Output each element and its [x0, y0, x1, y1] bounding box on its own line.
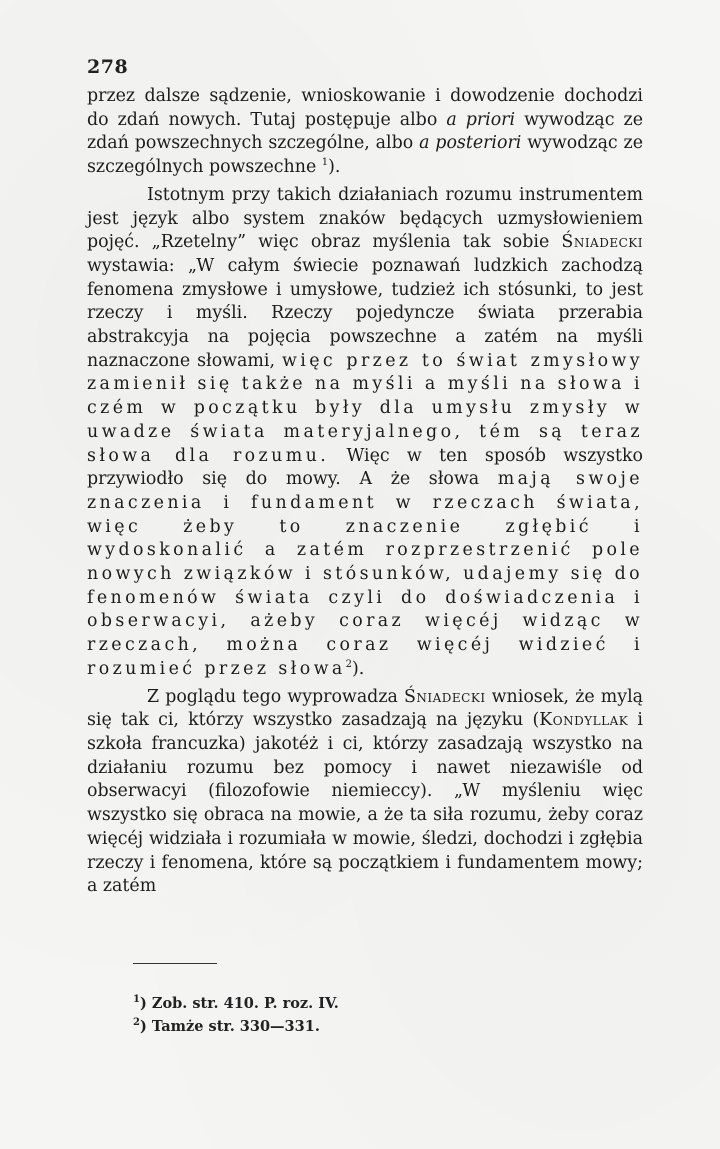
- text-run: ).: [328, 157, 341, 178]
- paragraph-3: [87, 686, 643, 899]
- spaced-text: więc przez to świat zmysłowy zamienił się także na myśli a myśli na słowa i czém w początku były dla umysłu zmysły w uwadze świata materyjalnego, tém są teraz słowa dla rozumu.: [87, 350, 643, 466]
- footnote-2: [133, 1015, 633, 1038]
- text-run: Istotnym przy takich działaniach rozumu instrumentem jest język albo system znaków będących uzmysłowieniem pojęć. „Rzetelny” więc obraz myślenia tak sobie: [87, 184, 643, 253]
- text-run: przez dalsze sądzenie, wnioskowanie i dowodzenie dochodzi do zdań nowych. Tutaj postępuje albo: [87, 86, 643, 130]
- author-name: Kondyllak: [539, 710, 629, 731]
- text-run: i szkoła francuzka) jakotéż i ci, którzy zasadzają wszystko na działaniu rozumu bez pomocy i nawet niezawiśle od obserwacyi (filozofowie niemieccy). „W myśleniu więc wszystko się obraca na mowie, a że ta siła rozumu, żeby coraz więcéj widziała i rozumiała w mowie, śledzi, dochodzi i zgłębia rzeczy i fenomena, które są początkiem i fundamentem mowy; a zatém: [87, 710, 643, 897]
- page-number: 278: [87, 56, 129, 78]
- footnote-mark: 2: [133, 1017, 140, 1029]
- footnote-1: [133, 992, 633, 1015]
- text-run: wywodząc ze szczególnych powszechne: [87, 133, 643, 178]
- italic-term: a posteriori: [419, 133, 522, 154]
- text-run: ).: [352, 658, 365, 679]
- author-name: Śniadecki: [561, 232, 643, 253]
- text-run: wywodząc ze zdań powszechnych szczególne, albo: [87, 109, 644, 154]
- footnotes: [133, 992, 633, 1038]
- paragraph-1: [87, 85, 643, 180]
- footnote-divider: [133, 963, 217, 964]
- footnote-ref[interactable]: 1: [321, 157, 329, 169]
- text-run: wystawia: „W całym świecie poznawań ludzkich zachodzą fenomena zmysłowe i umysłowe, tudzież ich stósunki, to jest rzeczy i myśli. Rzeczy pojedyncze świata przerabia abstrakcyja na pojęcia powszechne a zatém na myśli naznaczone słowami,: [87, 255, 643, 371]
- footnote-mark: 1: [133, 994, 140, 1006]
- author-name: Śniadecki: [403, 686, 486, 707]
- footnote-ref[interactable]: 2: [345, 659, 353, 671]
- italic-term: a priori: [446, 109, 516, 130]
- footnote-text: ) Zob. str. 410. P. roz. IV.: [139, 995, 339, 1012]
- text-run: Więc w ten sposób wszystko przywiodło się do mowy. A że słowa: [87, 445, 643, 490]
- body-text: [87, 85, 643, 899]
- spaced-text: mają swoje znaczenia i fundament w rzeczach świata, więc żeby to znaczenie zgłębić i wydoskonalić a zatém rozprzestrzenić pole nowych związków i stósunków, udajemy się do fenomenów świata czyli do doświadczenia i obserwacyi, ażeby coraz więcéj widząc w rzeczach, można coraz więcéj widzieć i rozumieć przez słowa: [87, 469, 643, 679]
- text-run: Z poglądu tego wyprowadza: [147, 686, 404, 707]
- paragraph-2: [87, 184, 643, 682]
- text-run: wniosek, że mylą się tak ci, którzy wszystko zasadzają na języku (: [87, 686, 644, 731]
- footnote-text: ) Tamże str. 330—331.: [139, 1018, 320, 1035]
